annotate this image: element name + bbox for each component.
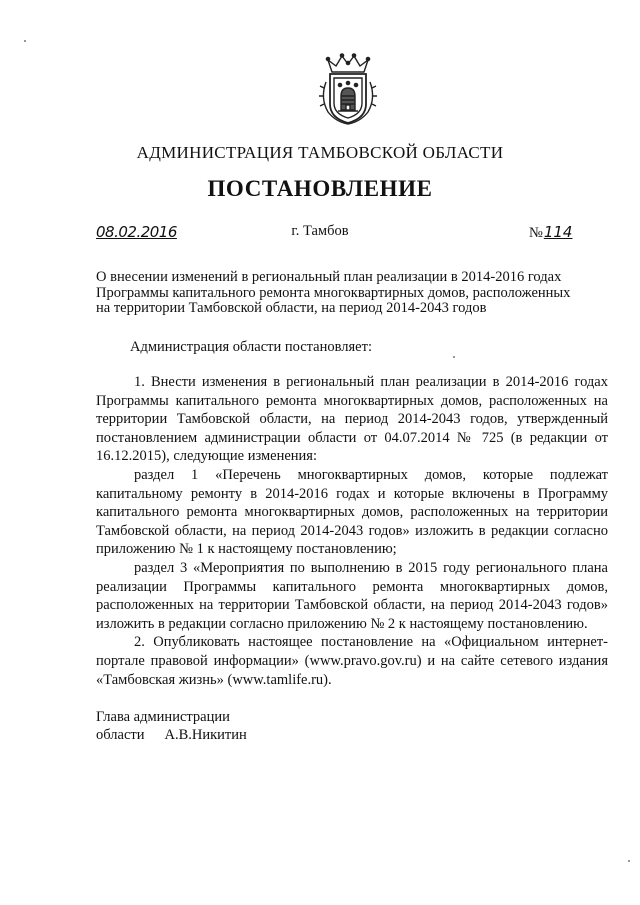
scan-speck bbox=[628, 860, 630, 862]
body-paragraph: раздел 1 «Перечень многоквартирных домов, которые подлежат капитальному ремонту в 2014-2016 годах и которые включены в Программу капитального ремонта многоквартирных домов, расположенных на территории Тамбовской области, на период 2014-2043 годов» изложить в редакции согласно приложению № 1 к настоящему постановлению; bbox=[96, 466, 608, 558]
body-paragraph: 1. Внести изменения в региональный план реализации в 2014-2016 годах Программы капитального ремонта многоквартирных домов, расположенных на территории Тамбовской области, на период 2014-2043 годов, утвержденный постановлением администрации области от 04.07.2014 № 725 (в редакции от 16.12.2015), следующие изменения: bbox=[96, 374, 608, 465]
subject-line: Программы капитального ремонта многоквартирных домов, расположенных bbox=[96, 284, 571, 301]
number-value: 114 bbox=[543, 223, 573, 241]
signatory-name: А.В.Никитин bbox=[164, 727, 247, 743]
body-paragraph: 2. Опубликовать настоящее постановление на «Официальном интернет-портале правовой информации» (www.pravo.gov.ru) и на сайте сетевого издания «Тамбовская жизнь» (www.tamlife.ru). bbox=[96, 634, 608, 688]
body-paragraph: раздел 3 «Мероприятия по выполнению в 2015 году регионального плана реализации Программы капитального ремонта многоквартирных домов, расположенных на территории Тамбовской области, на период 2014-2043 годов» изложить в редакции согласно приложению № 2 к настоящему постановлению. bbox=[96, 559, 608, 632]
document-type-title: ПОСТАНОВЛЕНИЕ bbox=[207, 176, 433, 201]
document-body bbox=[96, 373, 608, 689]
scan-speck bbox=[453, 356, 455, 358]
document-number bbox=[529, 223, 572, 242]
subject-line: на территории Тамбовской области, на период 2014-2043 годов bbox=[96, 300, 487, 316]
signatory-title-line2 bbox=[96, 726, 247, 744]
document-subject bbox=[96, 270, 608, 317]
document-date: 08.02.2016 bbox=[96, 223, 177, 241]
signature-block bbox=[96, 708, 247, 744]
document-city: г. Тамбов bbox=[291, 223, 349, 239]
resolution-intro: Администрация области постановляет: bbox=[130, 339, 372, 355]
organization-title: АДМИНИСТРАЦИЯ ТАМБОВСКОЙ ОБЛАСТИ bbox=[136, 143, 504, 162]
signatory-region: области bbox=[96, 727, 145, 743]
signatory-title: Глава администрации bbox=[96, 709, 230, 725]
scan-speck bbox=[24, 40, 26, 42]
subject-line: О внесении изменений в региональный план реализации в 2014-2016 годах bbox=[96, 269, 562, 285]
number-sign: № bbox=[529, 225, 543, 241]
tambov-coat-of-arms-icon bbox=[314, 52, 382, 126]
